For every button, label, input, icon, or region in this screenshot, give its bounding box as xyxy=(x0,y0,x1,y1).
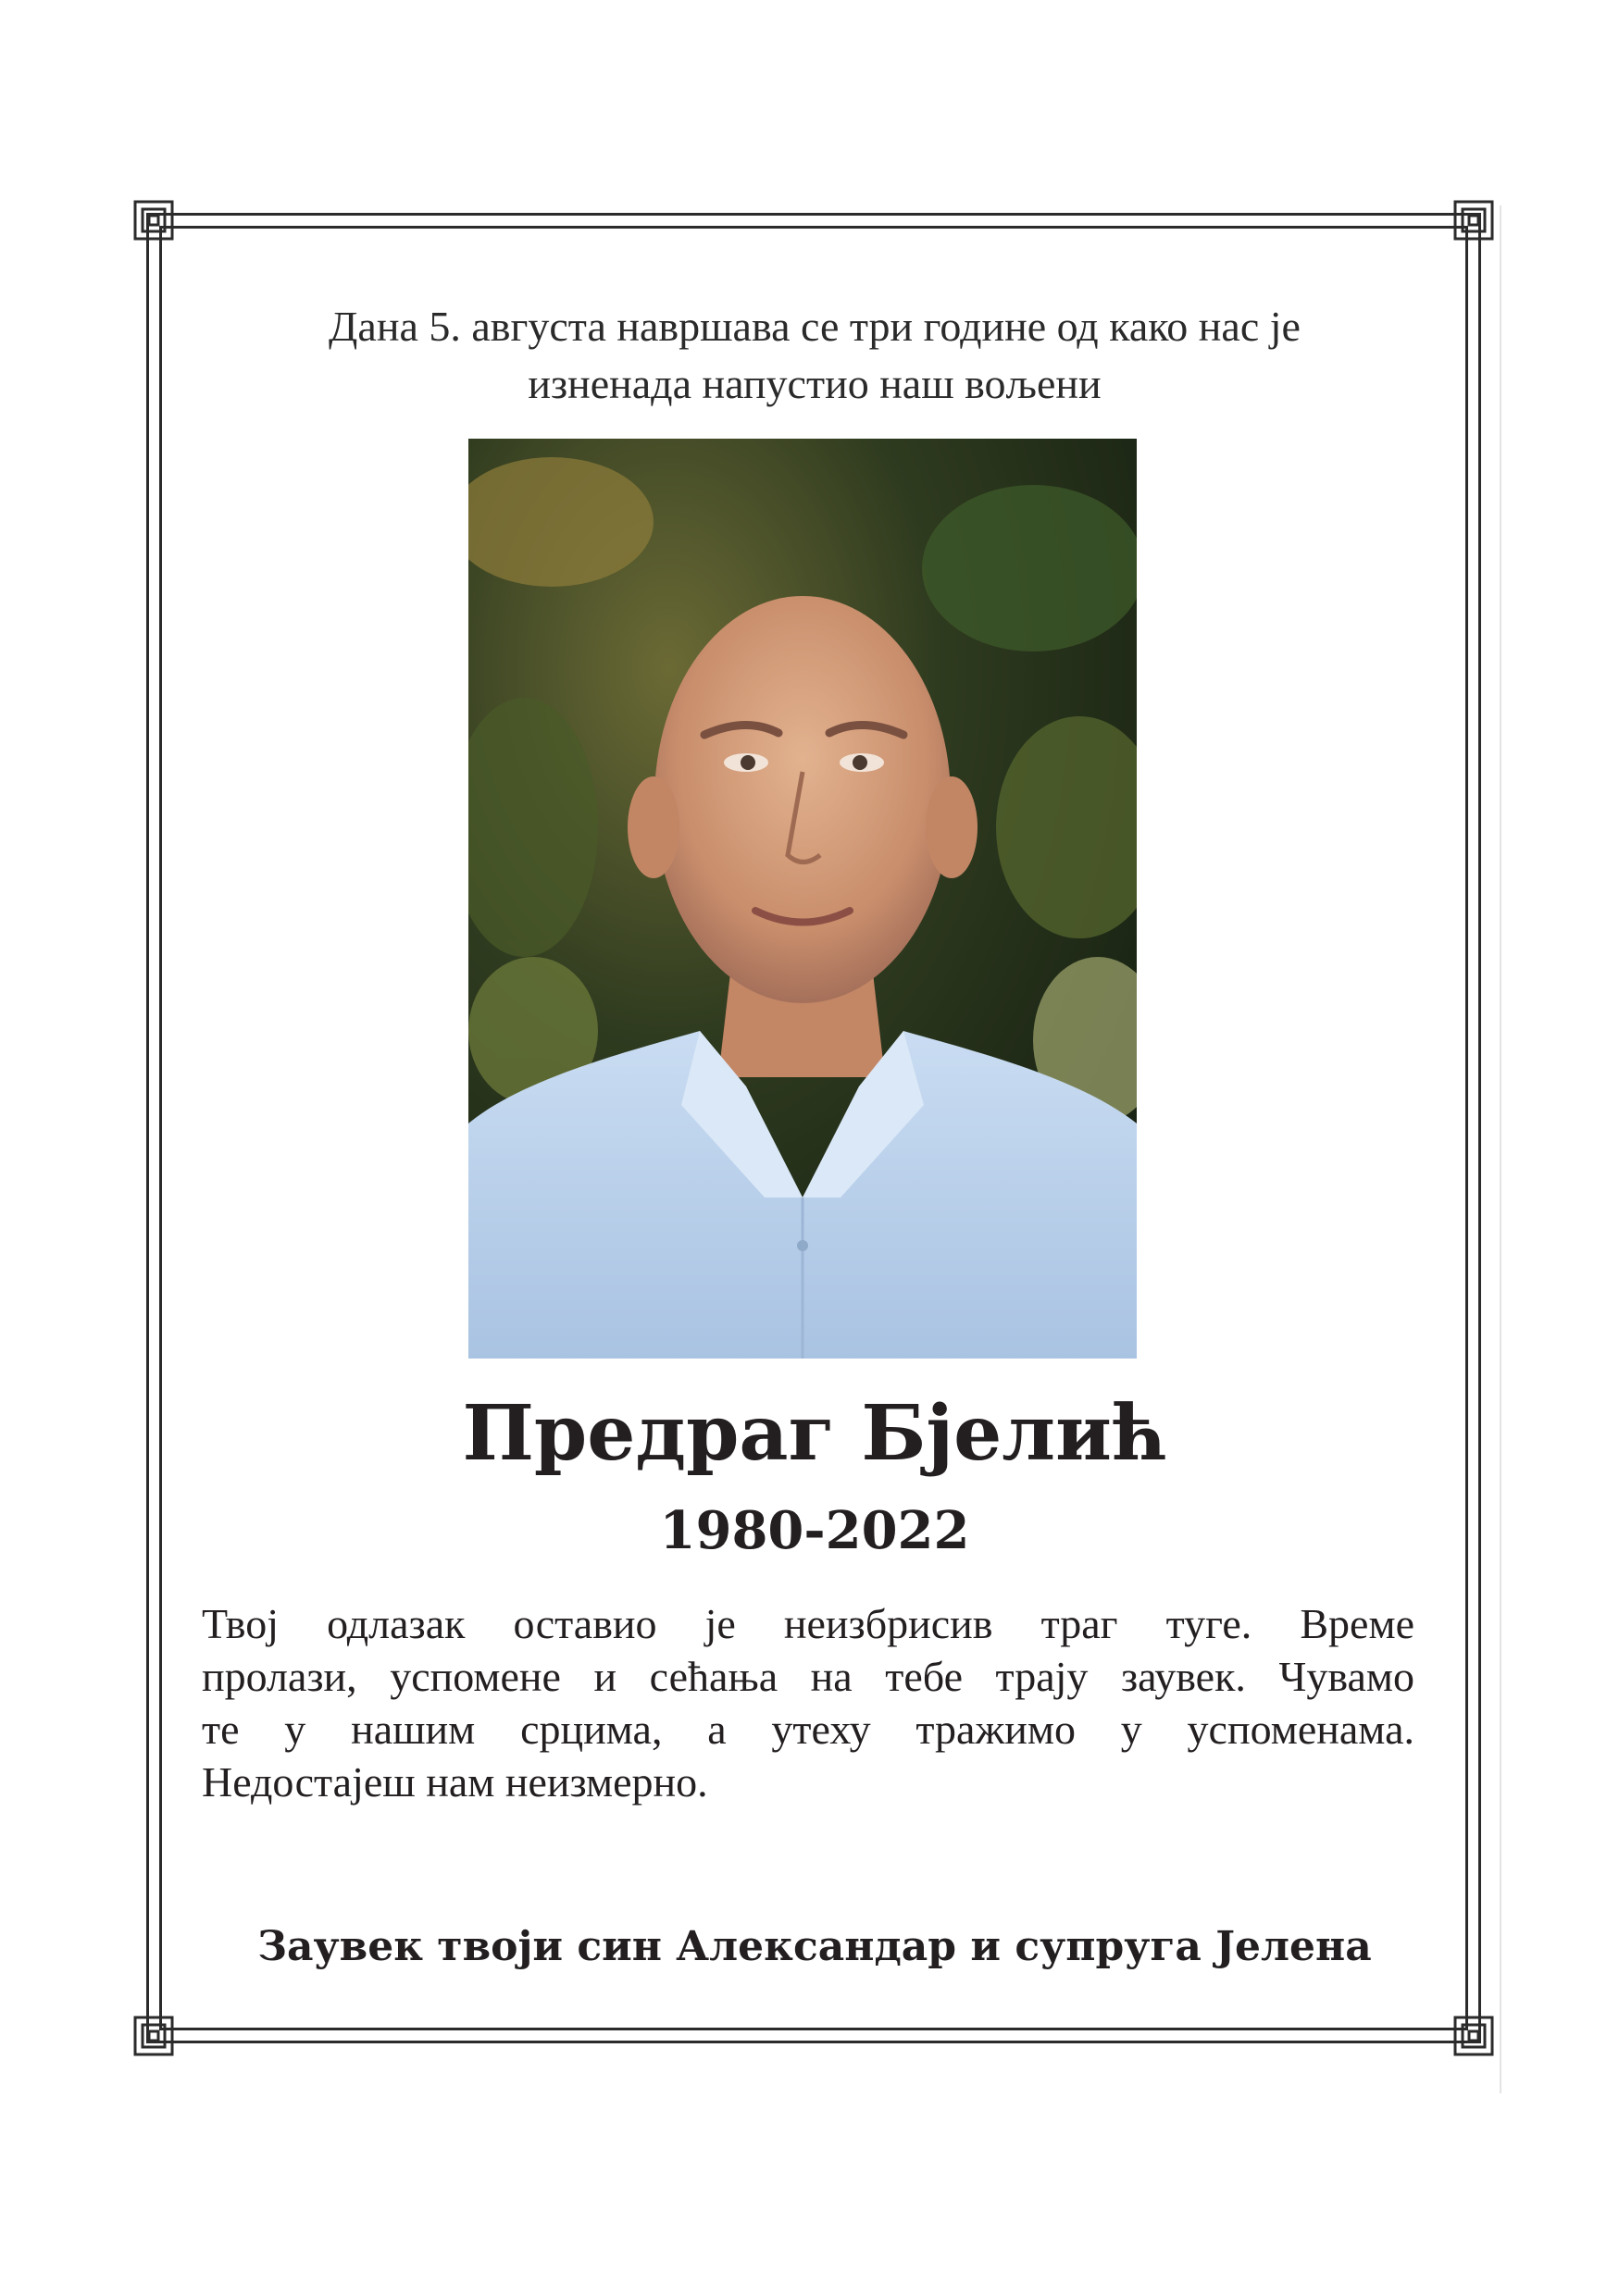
intro-line: Дана 5. августа навршава се три године од како нас је xyxy=(329,303,1301,350)
corner-ornament-icon xyxy=(133,200,189,255)
message-line: пролази, успомене и сећања на тебе трају заувек. Чувамо xyxy=(202,1653,1414,1700)
portrait-photo-icon xyxy=(468,439,1137,1359)
corner-ornament-icon xyxy=(1438,200,1494,255)
deceased-name: Предраг Бјелић xyxy=(462,1389,1167,1478)
corner-ornament-icon xyxy=(1438,2001,1494,2056)
message-line: те у нашим срцима, а утеху тражимо у успоменама. xyxy=(202,1706,1414,1753)
message-line: Недостајеш нам неизмерно. xyxy=(202,1758,708,1806)
memorial-message xyxy=(202,1597,1414,1808)
portrait-photo xyxy=(468,439,1137,1359)
intro-text xyxy=(185,298,1444,413)
life-years: 1980-2022 xyxy=(659,1500,970,1561)
scan-edge-line xyxy=(1500,205,1501,2093)
signature: Заувек твоји син Александар и супруга Јелена xyxy=(257,1923,1372,1970)
message-line: Твој одлазак оставио је неизбрисив траг туге. Време xyxy=(202,1600,1414,1647)
corner-ornament-icon xyxy=(133,2001,189,2056)
intro-line: изненада напустио наш вољени xyxy=(528,360,1102,407)
